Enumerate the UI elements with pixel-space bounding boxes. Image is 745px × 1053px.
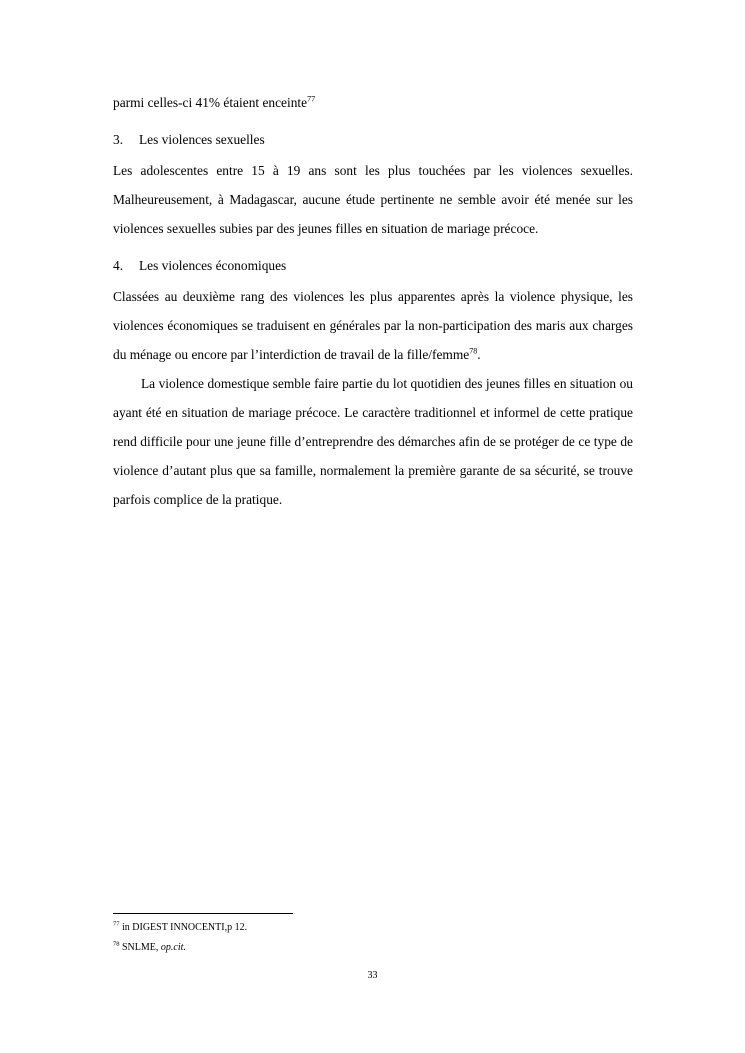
body-text bbox=[113, 88, 633, 514]
section-4-heading bbox=[113, 251, 633, 280]
section-4-body bbox=[113, 282, 633, 369]
footnote-78-number: 78 bbox=[113, 940, 120, 948]
footnote-separator bbox=[113, 913, 293, 914]
footnote-77 bbox=[113, 921, 247, 935]
section-4-number: 4. bbox=[113, 258, 124, 273]
intro-line bbox=[113, 88, 633, 117]
section-3-title: Les violences sexuelles bbox=[139, 132, 265, 147]
intro-line-text: parmi celles-ci 41% étaient enceinte bbox=[113, 95, 308, 110]
footnote-78 bbox=[113, 941, 186, 955]
footnote-ref-77: 77 bbox=[307, 94, 316, 104]
footnote-ref-78: 78 bbox=[469, 346, 478, 356]
section-4-title: Les violences économiques bbox=[139, 258, 287, 273]
footnote-78-italic: op.cit. bbox=[160, 942, 186, 953]
section-4-body-text: Classées au deuxième rang des violences les plus apparentes après la violence physique, les violences économiques se traduisent en générales par la non-participation des maris aux charges du ménage ou encore par l’interdiction de travail de la fille/femme bbox=[113, 289, 633, 362]
footnote-77-number: 77 bbox=[113, 920, 120, 928]
section-3-heading bbox=[113, 125, 633, 154]
section-3-number: 3. bbox=[113, 132, 124, 147]
footnote-77-text: in DIGEST INNOCENTI,p 12. bbox=[122, 922, 248, 933]
page-number: 33 bbox=[367, 970, 378, 981]
section-4-body-end: . bbox=[477, 347, 481, 362]
footnote-78-text: SNLME, bbox=[122, 942, 161, 953]
section-3-body: Les adolescentes entre 15 à 19 ans sont les plus touchées par les violences sexuelles. Malheureusement, à Madagascar, aucune étude pertinente ne semble avoir été menée sur les violences sexuelles subies par des jeunes filles en situation de mariage précoce. bbox=[113, 163, 633, 236]
section-4-paragraph-2: La violence domestique semble faire partie du lot quotidien des jeunes filles en situation ou ayant été en situation de mariage précoce. Le caractère traditionnel et informel de cette pratique rend difficile pour une jeune fille d’entreprendre des démarches afin de se protéger de ce type de violence d’autant plus que sa famille, normalement la première garante de sa sécurité, se trouve parfois complice de la pratique. bbox=[113, 376, 633, 507]
